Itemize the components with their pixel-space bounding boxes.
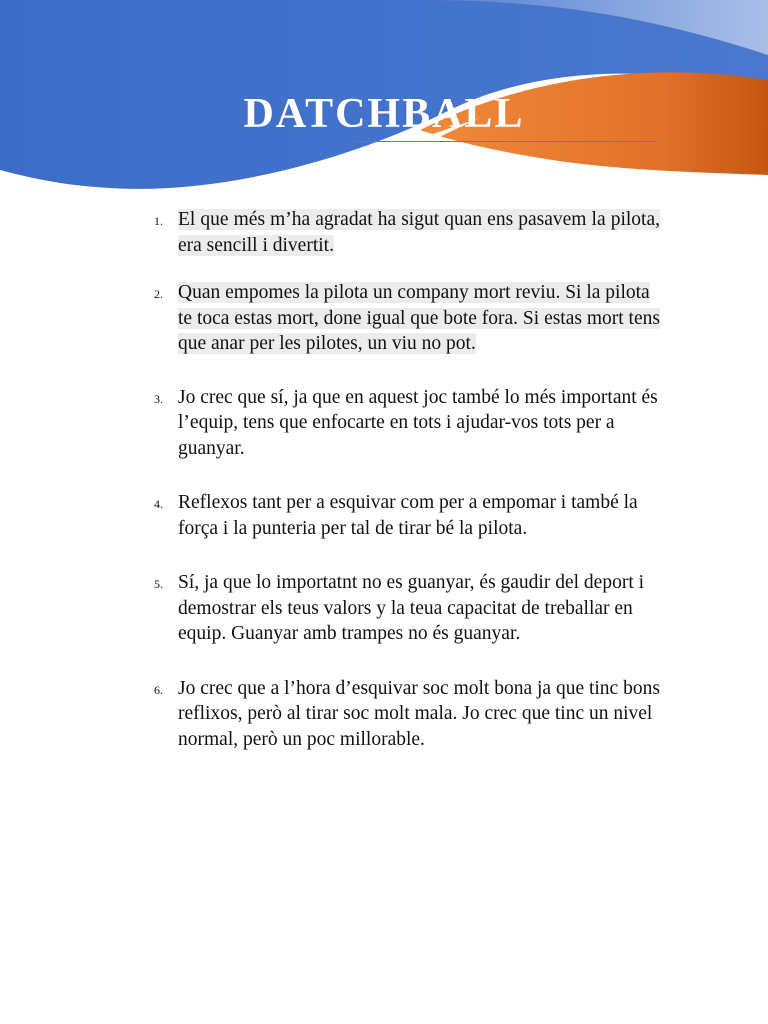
document-title: DATCHBALL: [243, 91, 525, 137]
answer-number: 6.: [154, 682, 163, 697]
answer-text: Jo crec que a l’hora d’esquivar soc molt bona ja que tinc bons reflixos, però al tirar soc molt mala. Jo crec que tinc un nivel normal, però un poc millorable.: [178, 677, 660, 750]
answer-number: 5.: [154, 577, 163, 591]
answer-item: [150, 207, 660, 258]
answer-text: Sí, ja que lo importatnt no es guanyar, és gaudir del deport i demostrar els teus valors y la teua capacitat de treballar en equip. Guanyar amb trampes no és guanyar.: [178, 572, 645, 644]
answer-text: Reflexos tant per a esquivar com per a empomar i també la força i la punteria per tal de tirar bé la pilota.: [178, 492, 638, 539]
answer-text: El que més m’ha agradat ha sigut quan ens pasavem la pilota, era sencill i divertit.: [178, 209, 660, 256]
answer-item: [150, 570, 660, 647]
title-underline: [355, 141, 657, 142]
answer-text: Jo crec que sí, ja que en aquest joc també lo més important és l’equip, tens que enfocarte en tots i ajudar-vos tots per a guanyar.: [178, 386, 658, 459]
answer-number: 1.: [154, 214, 163, 228]
answer-item: [150, 490, 660, 541]
answer-item: [150, 676, 660, 753]
answers-list: [150, 207, 660, 752]
answer-text: Quan empomes la pilota un company mort reviu. Si la pilota te toca estas mort, done igual que bote fora. Si estas mort tens que anar per les pilotes, un viu no pot.: [178, 282, 660, 354]
answer-number: 2.: [154, 287, 163, 301]
answer-item: [150, 385, 660, 462]
answer-item: [150, 280, 660, 357]
answer-number: 3.: [154, 391, 163, 406]
answer-number: 4.: [154, 497, 163, 511]
